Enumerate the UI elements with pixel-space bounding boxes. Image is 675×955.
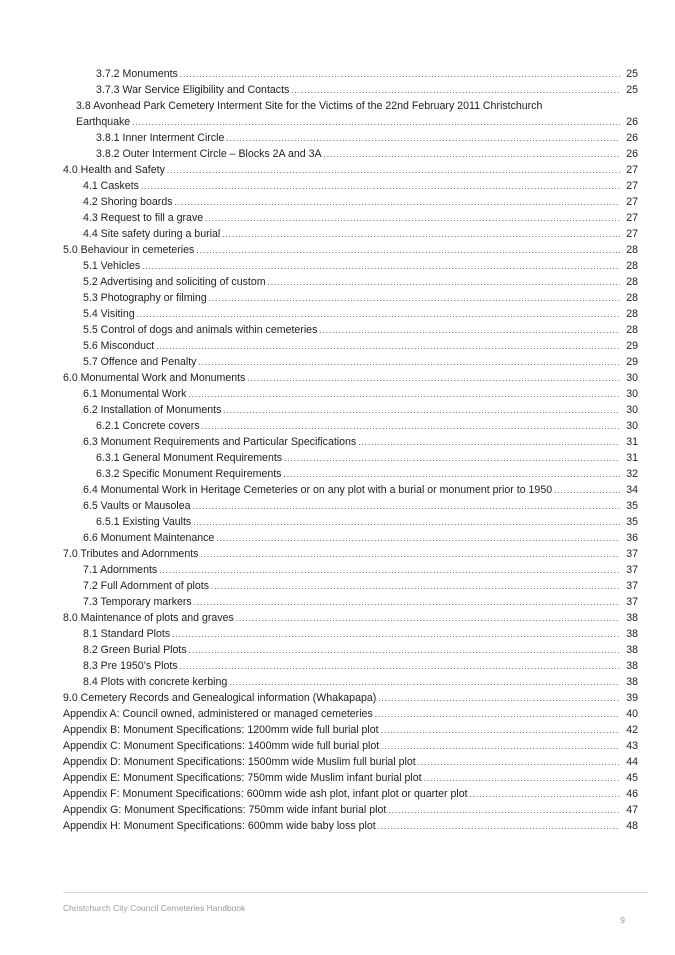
toc-entry-page: 36 [626, 532, 638, 544]
dot-leader [209, 291, 620, 307]
dot-leader [194, 595, 620, 611]
toc-entry-page: 48 [626, 820, 638, 832]
toc-entry-page: 28 [626, 324, 638, 336]
toc-entry-title: 4.0 Health and Safety [63, 164, 165, 176]
toc-entry-title: 4.3 Request to fill a grave [83, 212, 204, 224]
dot-leader [167, 163, 620, 179]
table-of-contents [63, 66, 638, 834]
dot-leader [216, 531, 620, 547]
toc-entry-page: 35 [626, 500, 638, 512]
toc-entry[interactable] [63, 338, 638, 354]
dot-leader [424, 771, 620, 787]
dot-leader [141, 179, 620, 195]
toc-entry-title: 5.6 Misconduct [83, 340, 155, 352]
toc-entry-title: Appendix F: Monument Specifications: 600mm wide ash plot, infant plot or quarter plot [63, 788, 468, 800]
dot-leader [470, 787, 620, 803]
toc-entry-page: 26 [626, 116, 638, 128]
toc-entry-title: 8.0 Maintenance of plots and graves [63, 612, 234, 624]
toc-entry-title: 9.0 Cemetery Records and Genealogical information (Whakapapa) [63, 692, 377, 704]
toc-entry[interactable] [63, 418, 638, 434]
toc-entry-page: 45 [626, 772, 638, 784]
toc-entry[interactable] [63, 482, 638, 498]
toc-entry[interactable] [63, 162, 638, 178]
dot-leader [229, 675, 620, 691]
toc-entry[interactable] [63, 450, 638, 466]
dot-leader [378, 691, 620, 707]
toc-entry[interactable] [63, 594, 638, 610]
toc-entry[interactable] [63, 578, 638, 594]
toc-entry[interactable] [63, 98, 638, 130]
toc-entry-page: 30 [626, 420, 638, 432]
toc-entry[interactable] [63, 370, 638, 386]
toc-entry[interactable] [63, 354, 638, 370]
toc-entry-page: 27 [626, 228, 638, 240]
toc-entry-page: 30 [626, 372, 638, 384]
toc-entry[interactable] [63, 562, 638, 578]
toc-entry-title: 6.3 Monument Requirements and Particular Specifications [83, 436, 357, 448]
dot-leader [247, 371, 620, 387]
toc-entry-title: 7.2 Full Adornment of plots [83, 580, 210, 592]
toc-entry-page: 27 [626, 212, 638, 224]
toc-entry-title: 3.8.1 Inner Interment Circle [96, 132, 225, 144]
toc-entry[interactable] [63, 818, 638, 834]
toc-entry-page: 26 [626, 148, 638, 160]
toc-entry[interactable] [63, 514, 638, 530]
dot-leader [159, 563, 620, 579]
dot-leader [188, 387, 620, 403]
toc-entry-title: 4.4 Site safety during a burial [83, 228, 221, 240]
toc-entry-title: Appendix A: Council owned, administered or managed cemeteries [63, 708, 373, 720]
toc-entry[interactable] [63, 194, 638, 210]
toc-entry-title: 3.7.3 War Service Eligibility and Contacts [96, 84, 290, 96]
toc-entry-title: 5.5 Control of dogs and animals within cemeteries [83, 324, 318, 336]
toc-entry-title: 4.1 Caskets [83, 180, 139, 192]
dot-leader [142, 259, 620, 275]
toc-entry[interactable] [63, 786, 638, 802]
dot-leader [226, 131, 620, 147]
toc-entry-title: 7.3 Temporary markers [83, 596, 192, 608]
toc-entry[interactable] [63, 466, 638, 482]
dot-leader [324, 147, 620, 163]
toc-entry[interactable] [63, 546, 638, 562]
toc-entry-page: 37 [626, 548, 638, 560]
dot-leader [358, 435, 620, 451]
toc-entry-title: Appendix D: Monument Specifications: 1500mm wide Muslim full burial plot [63, 756, 416, 768]
dot-leader [268, 275, 620, 291]
toc-entry-page: 30 [626, 388, 638, 400]
toc-entry-title: 6.5 Vaults or Mausolea [83, 500, 191, 512]
toc-entry-page: 35 [626, 516, 638, 528]
dot-leader [202, 419, 620, 435]
toc-entry-page: 29 [626, 340, 638, 352]
toc-entry-page: 38 [626, 628, 638, 640]
dot-leader [193, 499, 620, 515]
toc-entry[interactable] [63, 530, 638, 546]
toc-entry[interactable] [63, 306, 638, 322]
dot-leader [196, 243, 620, 259]
toc-entry-title: 6.3.2 Specific Monument Requirements [96, 468, 282, 480]
toc-entry-page: 30 [626, 404, 638, 416]
dot-leader [200, 547, 620, 563]
toc-entry-page: 25 [626, 84, 638, 96]
toc-entry-title: 8.3 Pre 1950’s Plots [83, 660, 178, 672]
toc-entry-page: 46 [626, 788, 638, 800]
dot-leader [175, 195, 620, 211]
toc-entry[interactable] [63, 274, 638, 290]
toc-entry-page: 27 [626, 164, 638, 176]
toc-entry-page: 39 [626, 692, 638, 704]
toc-entry-page: 38 [626, 676, 638, 688]
dot-leader [198, 355, 620, 371]
toc-entry-page: 47 [626, 804, 638, 816]
toc-entry-title: 5.7 Offence and Penalty [83, 356, 197, 368]
toc-entry-page: 37 [626, 580, 638, 592]
toc-entry[interactable] [63, 754, 638, 770]
toc-entry-page: 28 [626, 260, 638, 272]
toc-entry-page: 37 [626, 564, 638, 576]
toc-entry[interactable] [63, 290, 638, 306]
toc-entry-title: 5.3 Photography or filming [83, 292, 207, 304]
dot-leader [193, 515, 620, 531]
toc-entry[interactable] [63, 210, 638, 226]
dot-leader [291, 83, 620, 99]
toc-entry[interactable] [63, 770, 638, 786]
toc-entry[interactable] [63, 658, 638, 674]
footer-title: Christchurch City Council Cemeteries Handbook [63, 903, 246, 913]
toc-entry-title: Appendix G: Monument Specifications: 750mm wide infant burial plot [63, 804, 387, 816]
toc-entry[interactable] [63, 690, 638, 706]
toc-entry-title: 4.2 Shoring boards [83, 196, 173, 208]
footer-page-number: 9 [620, 915, 625, 925]
dot-leader [132, 115, 620, 131]
dot-leader [223, 403, 620, 419]
toc-entry-page: 34 [626, 484, 638, 496]
toc-entry[interactable] [63, 626, 638, 642]
toc-entry[interactable] [63, 642, 638, 658]
dot-leader [283, 467, 620, 483]
toc-entry-title: 3.7.2 Monuments [96, 68, 178, 80]
toc-entry[interactable] [63, 242, 638, 258]
toc-entry-page: 27 [626, 180, 638, 192]
toc-entry-title: 8.4 Plots with concrete kerbing [83, 676, 228, 688]
dot-leader [180, 659, 620, 675]
toc-entry-title: Appendix H: Monument Specifications: 600mm wide baby loss plot [63, 820, 376, 832]
toc-entry[interactable] [63, 434, 638, 450]
toc-entry[interactable] [63, 226, 638, 242]
dot-leader [205, 211, 620, 227]
dot-leader [180, 67, 620, 83]
toc-entry-page: 32 [626, 468, 638, 480]
toc-entry-page: 38 [626, 644, 638, 656]
toc-entry-page: 28 [626, 292, 638, 304]
toc-entry-title: 5.1 Vehicles [83, 260, 141, 272]
toc-entry-title: 7.0 Tributes and Adornments [63, 548, 199, 560]
toc-entry-page: 42 [626, 724, 638, 736]
toc-entry[interactable] [63, 146, 638, 162]
toc-entry[interactable] [63, 66, 638, 82]
toc-entry-title: Appendix C: Monument Specifications: 1400mm wide full burial plot [63, 740, 380, 752]
toc-entry-title: Appendix B: Monument Specifications: 1200mm wide full burial plot [63, 724, 379, 736]
dot-leader [319, 323, 620, 339]
toc-entry-page: 26 [626, 132, 638, 144]
toc-entry[interactable] [63, 738, 638, 754]
dot-leader [418, 755, 620, 771]
toc-entry-title: 5.0 Behaviour in cemeteries [63, 244, 195, 256]
toc-entry-title-continued: Earthquake [76, 116, 131, 128]
toc-entry-page: 28 [626, 244, 638, 256]
toc-entry[interactable] [63, 130, 638, 146]
toc-entry-title: 5.2 Advertising and soliciting of custom [83, 276, 266, 288]
dot-leader [172, 627, 620, 643]
toc-entry-title: 8.2 Green Burial Plots [83, 644, 187, 656]
toc-entry-page: 44 [626, 756, 638, 768]
dot-leader [189, 643, 620, 659]
dot-leader [211, 579, 620, 595]
toc-entry-page: 28 [626, 308, 638, 320]
toc-entry-page: 38 [626, 612, 638, 624]
toc-entry-title: Appendix E: Monument Specifications: 750mm wide Muslim infant burial plot [63, 772, 422, 784]
toc-entry-page: 31 [626, 452, 638, 464]
dot-leader [388, 803, 620, 819]
toc-entry[interactable] [63, 610, 638, 626]
toc-entry-title: 6.2 Installation of Monuments [83, 404, 222, 416]
toc-entry[interactable] [63, 258, 638, 274]
dot-leader [156, 339, 620, 355]
toc-entry-page: 31 [626, 436, 638, 448]
toc-entry-title: 6.3.1 General Monument Requirements [96, 452, 283, 464]
dot-leader [137, 307, 620, 323]
toc-entry-title: 6.2.1 Concrete covers [96, 420, 200, 432]
dot-leader [284, 451, 620, 467]
toc-entry-page: 27 [626, 196, 638, 208]
toc-entry-title: 7.1 Adornments [83, 564, 158, 576]
dot-leader [222, 227, 620, 243]
footer-divider [63, 892, 648, 893]
toc-entry[interactable] [63, 722, 638, 738]
toc-entry[interactable] [63, 498, 638, 514]
dot-leader [381, 739, 620, 755]
toc-entry-page: 29 [626, 356, 638, 368]
toc-entry-title: 6.5.1 Existing Vaults [96, 516, 192, 528]
toc-entry[interactable] [63, 802, 638, 818]
toc-entry-page: 28 [626, 276, 638, 288]
toc-entry-title: 5.4 Visiting [83, 308, 135, 320]
dot-leader [375, 707, 620, 723]
toc-entry-page: 25 [626, 68, 638, 80]
toc-entry-title: 8.1 Standard Plots [83, 628, 171, 640]
toc-entry-page: 40 [626, 708, 638, 720]
toc-entry[interactable] [63, 178, 638, 194]
dot-leader [236, 611, 620, 627]
toc-entry-title: 3.8.2 Outer Interment Circle – Blocks 2A and 3A [96, 148, 322, 160]
dot-leader [381, 723, 620, 739]
toc-entry-page: 43 [626, 740, 638, 752]
toc-entry[interactable] [63, 706, 638, 722]
toc-entry[interactable] [63, 674, 638, 690]
dot-leader [378, 819, 620, 835]
toc-entry-page: 37 [626, 596, 638, 608]
toc-entry-title: 6.4 Monumental Work in Heritage Cemeteries or on any plot with a burial or monument prior to 1950 [83, 484, 553, 496]
toc-entry-title: 3.8 Avonhead Park Cemetery Interment Site for the Victims of the 22nd February 2011 Christchurch [76, 100, 543, 112]
toc-entry[interactable] [63, 322, 638, 338]
toc-entry[interactable] [63, 386, 638, 402]
toc-entry-title: 6.6 Monument Maintenance [83, 532, 215, 544]
toc-entry-title: 6.0 Monumental Work and Monuments [63, 372, 246, 384]
toc-entry-page: 38 [626, 660, 638, 672]
toc-entry-title: 6.1 Monumental Work [83, 388, 187, 400]
toc-entry[interactable] [63, 402, 638, 418]
toc-entry[interactable] [63, 82, 638, 98]
dot-leader [554, 483, 620, 499]
